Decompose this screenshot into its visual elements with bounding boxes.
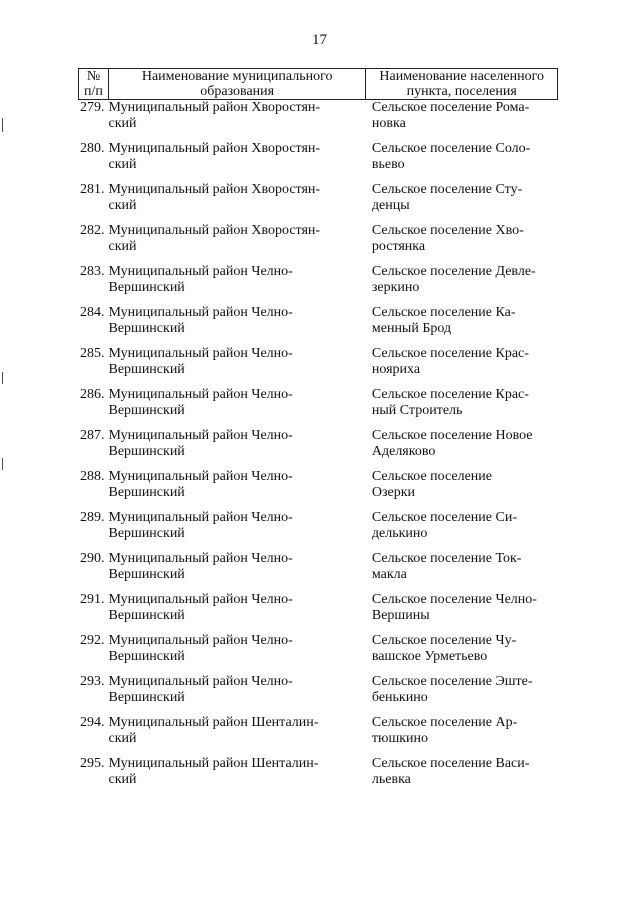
settlement-line: Аделяково <box>371 444 436 459</box>
table-row <box>79 264 558 296</box>
municipality-cell <box>108 469 365 501</box>
row-number: 285. <box>79 346 105 361</box>
row-number: 281. <box>79 182 105 197</box>
header-settlement <box>366 69 558 100</box>
settlement-cell <box>366 264 558 296</box>
municipality-cell <box>108 715 365 747</box>
settlement-line: макла <box>371 567 407 582</box>
row-number: 295. <box>79 756 105 771</box>
settlement-cell <box>366 469 558 501</box>
scan-edge-mark <box>2 372 3 384</box>
row-spacer <box>79 296 558 305</box>
settlement-cell <box>366 428 558 460</box>
municipality-line: Вершинский <box>108 321 185 336</box>
scan-edge-mark <box>2 458 3 470</box>
table-row <box>79 715 558 747</box>
header-municipality <box>108 69 365 100</box>
table-row <box>79 223 558 255</box>
municipality-cell <box>108 592 365 624</box>
header-settlement-line: пункта, поселения <box>406 84 517 99</box>
municipality-line: Вершинский <box>108 526 185 541</box>
settlement-line: Сельское поселение Эште- <box>371 674 533 689</box>
settlement-cell <box>366 305 558 337</box>
row-spacer <box>79 747 558 756</box>
municipality-line: Муниципальный район Челно- <box>108 346 293 361</box>
row-spacer <box>79 706 558 715</box>
row-spacer <box>79 583 558 592</box>
municipality-line: Муниципальный район Челно- <box>108 674 293 689</box>
settlement-line: Сельское поселение Ка- <box>371 305 516 320</box>
settlement-line: ростянка <box>371 239 426 254</box>
row-spacer-cell <box>79 460 558 469</box>
settlement-line: ный Строитель <box>371 403 463 418</box>
row-spacer-cell <box>79 583 558 592</box>
row-number: 287. <box>79 428 105 443</box>
header-municipality-line: Наименование муниципального <box>141 69 333 84</box>
settlement-line: новка <box>371 116 406 131</box>
settlement-line: нояриха <box>371 362 421 377</box>
settlement-line: Сельское поселение Васи- <box>371 756 530 771</box>
municipality-line: Муниципальный район Хворостян- <box>108 141 321 156</box>
table-row <box>79 633 558 665</box>
settlement-line: Сельское поселение <box>371 469 492 484</box>
header-num-line: п/п <box>84 84 103 99</box>
settlement-line: Сельское поселение Новое <box>371 428 533 443</box>
row-number: 294. <box>79 715 105 730</box>
row-spacer-cell <box>79 747 558 756</box>
municipality-line: Муниципальный район Челно- <box>108 633 293 648</box>
settlement-cell <box>366 141 558 173</box>
municipality-line: Вершинский <box>108 690 185 705</box>
municipality-cell <box>108 182 365 214</box>
municipality-line: Вершинский <box>108 280 185 295</box>
settlement-line: денцы <box>371 198 410 213</box>
row-spacer-cell <box>79 706 558 715</box>
table-row <box>79 551 558 583</box>
municipality-cell <box>108 428 365 460</box>
row-spacer-cell <box>79 337 558 346</box>
municipality-line: ский <box>108 116 137 131</box>
municipality-line: Муниципальный район Челно- <box>108 469 293 484</box>
settlement-line: Сельское поселение Сту- <box>371 182 523 197</box>
municipality-line: Муниципальный район Челно- <box>108 264 293 279</box>
municipality-line: Муниципальный район Шенталин- <box>108 715 319 730</box>
municipality-cell <box>108 264 365 296</box>
settlement-line: Сельское поселение Крас- <box>371 387 529 402</box>
row-spacer-cell <box>79 255 558 264</box>
settlement-cell <box>366 387 558 419</box>
row-spacer <box>79 419 558 428</box>
settlement-cell <box>366 223 558 255</box>
row-spacer <box>79 624 558 633</box>
row-spacer-cell <box>79 501 558 510</box>
settlement-cell <box>366 346 558 378</box>
settlement-cell <box>366 100 558 133</box>
municipality-cell <box>108 346 365 378</box>
municipality-line: Муниципальный район Хворостян- <box>108 100 321 115</box>
settlement-line: Сельское поселение Рома- <box>371 100 530 115</box>
municipality-line: Муниципальный район Челно- <box>108 305 293 320</box>
municipality-line: Муниципальный район Челно- <box>108 592 293 607</box>
municipality-line: Вершинский <box>108 649 185 664</box>
settlement-cell <box>366 592 558 624</box>
settlement-line: Сельское поселение Крас- <box>371 346 529 361</box>
settlement-line: Сельское поселение Соло- <box>371 141 531 156</box>
settlement-line: Сельское поселение Чу- <box>371 633 517 648</box>
scan-edge-mark <box>2 118 3 132</box>
row-number: 283. <box>79 264 105 279</box>
settlement-line: тюшкино <box>371 731 429 746</box>
municipality-line: Муниципальный район Шенталин- <box>108 756 319 771</box>
row-number: 286. <box>79 387 105 402</box>
table-header-row <box>79 69 558 100</box>
settlement-cell <box>366 510 558 542</box>
settlement-line: Сельское поселение Девле- <box>371 264 536 279</box>
municipality-cell <box>108 141 365 173</box>
row-spacer-cell <box>79 214 558 223</box>
municipality-line: ский <box>108 157 137 172</box>
settlement-line: бенькино <box>371 690 428 705</box>
settlement-cell <box>366 551 558 583</box>
settlement-cell <box>366 182 558 214</box>
municipality-line: Муниципальный район Челно- <box>108 551 293 566</box>
row-spacer-cell <box>79 419 558 428</box>
table-row <box>79 756 558 788</box>
settlements-table <box>78 68 558 788</box>
row-number: 279. <box>79 100 105 115</box>
municipality-cell <box>108 387 365 419</box>
table-row <box>79 510 558 542</box>
header-settlement-line: Наименование населенного <box>379 69 544 84</box>
row-spacer <box>79 255 558 264</box>
header-municipality-line: образования <box>200 84 275 99</box>
municipality-line: ский <box>108 731 137 746</box>
municipality-line: Вершинский <box>108 444 185 459</box>
table-row <box>79 387 558 419</box>
table-row <box>79 182 558 214</box>
table-row <box>79 428 558 460</box>
row-number: 292. <box>79 633 105 648</box>
municipality-line: Муниципальный район Хворостян- <box>108 182 321 197</box>
row-number: 280. <box>79 141 105 156</box>
row-spacer-cell <box>79 173 558 182</box>
row-spacer-cell <box>79 665 558 674</box>
municipality-cell <box>108 510 365 542</box>
municipality-line: Вершинский <box>108 567 185 582</box>
row-spacer <box>79 542 558 551</box>
row-spacer <box>79 460 558 469</box>
settlement-line: вашское Урметьево <box>371 649 488 664</box>
municipality-line: Вершинский <box>108 485 185 500</box>
municipality-line: ский <box>108 198 137 213</box>
settlement-line: Сельское поселение Си- <box>371 510 517 525</box>
municipality-cell <box>108 633 365 665</box>
table-row <box>79 100 558 133</box>
settlement-cell <box>366 715 558 747</box>
settlement-line: Сельское поселение Хво- <box>371 223 524 238</box>
settlement-line: льевка <box>371 772 411 787</box>
municipality-cell <box>108 551 365 583</box>
row-number: 291. <box>79 592 105 607</box>
row-spacer <box>79 337 558 346</box>
row-number: 288. <box>79 469 105 484</box>
municipality-cell <box>108 674 365 706</box>
settlement-cell <box>366 633 558 665</box>
row-spacer-cell <box>79 378 558 387</box>
row-spacer <box>79 132 558 141</box>
row-number: 290. <box>79 551 105 566</box>
row-spacer-cell <box>79 624 558 633</box>
settlement-line: Вершины <box>371 608 430 623</box>
table-row <box>79 592 558 624</box>
settlement-line: Сельское поселение Ар- <box>371 715 518 730</box>
municipality-line: Вершинский <box>108 362 185 377</box>
municipality-line: ский <box>108 239 137 254</box>
row-number: 293. <box>79 674 105 689</box>
table-row <box>79 141 558 173</box>
row-number: 289. <box>79 510 105 525</box>
row-spacer-cell <box>79 132 558 141</box>
table-row <box>79 346 558 378</box>
row-spacer <box>79 378 558 387</box>
municipality-cell <box>108 223 365 255</box>
settlement-line: вьево <box>371 157 405 172</box>
header-num-line: № <box>86 69 101 84</box>
settlement-cell <box>366 674 558 706</box>
row-spacer-cell <box>79 296 558 305</box>
table-row <box>79 469 558 501</box>
row-number: 284. <box>79 305 105 320</box>
municipality-cell <box>108 305 365 337</box>
municipality-line: ский <box>108 772 137 787</box>
page-number: 17 <box>312 32 327 48</box>
row-spacer <box>79 501 558 510</box>
municipality-cell <box>108 756 365 788</box>
settlement-cell <box>366 756 558 788</box>
settlement-line: делькино <box>371 526 428 541</box>
settlement-line: Сельское поселение Челно- <box>371 592 537 607</box>
row-number: 282. <box>79 223 105 238</box>
municipality-line: Вершинский <box>108 403 185 418</box>
header-num <box>79 69 109 100</box>
municipality-line: Муниципальный район Челно- <box>108 510 293 525</box>
settlement-line: зеркино <box>371 280 420 295</box>
settlement-line: Сельское поселение Ток- <box>371 551 522 566</box>
row-spacer <box>79 173 558 182</box>
settlement-line: Озерки <box>371 485 416 500</box>
municipality-cell <box>108 100 365 133</box>
municipality-line: Муниципальный район Челно- <box>108 387 293 402</box>
table-row <box>79 305 558 337</box>
municipality-line: Муниципальный район Челно- <box>108 428 293 443</box>
row-spacer <box>79 665 558 674</box>
municipality-line: Муниципальный район Хворостян- <box>108 223 321 238</box>
municipality-line: Вершинский <box>108 608 185 623</box>
settlement-line: менный Брод <box>371 321 452 336</box>
row-spacer <box>79 214 558 223</box>
table-row <box>79 674 558 706</box>
row-spacer-cell <box>79 542 558 551</box>
